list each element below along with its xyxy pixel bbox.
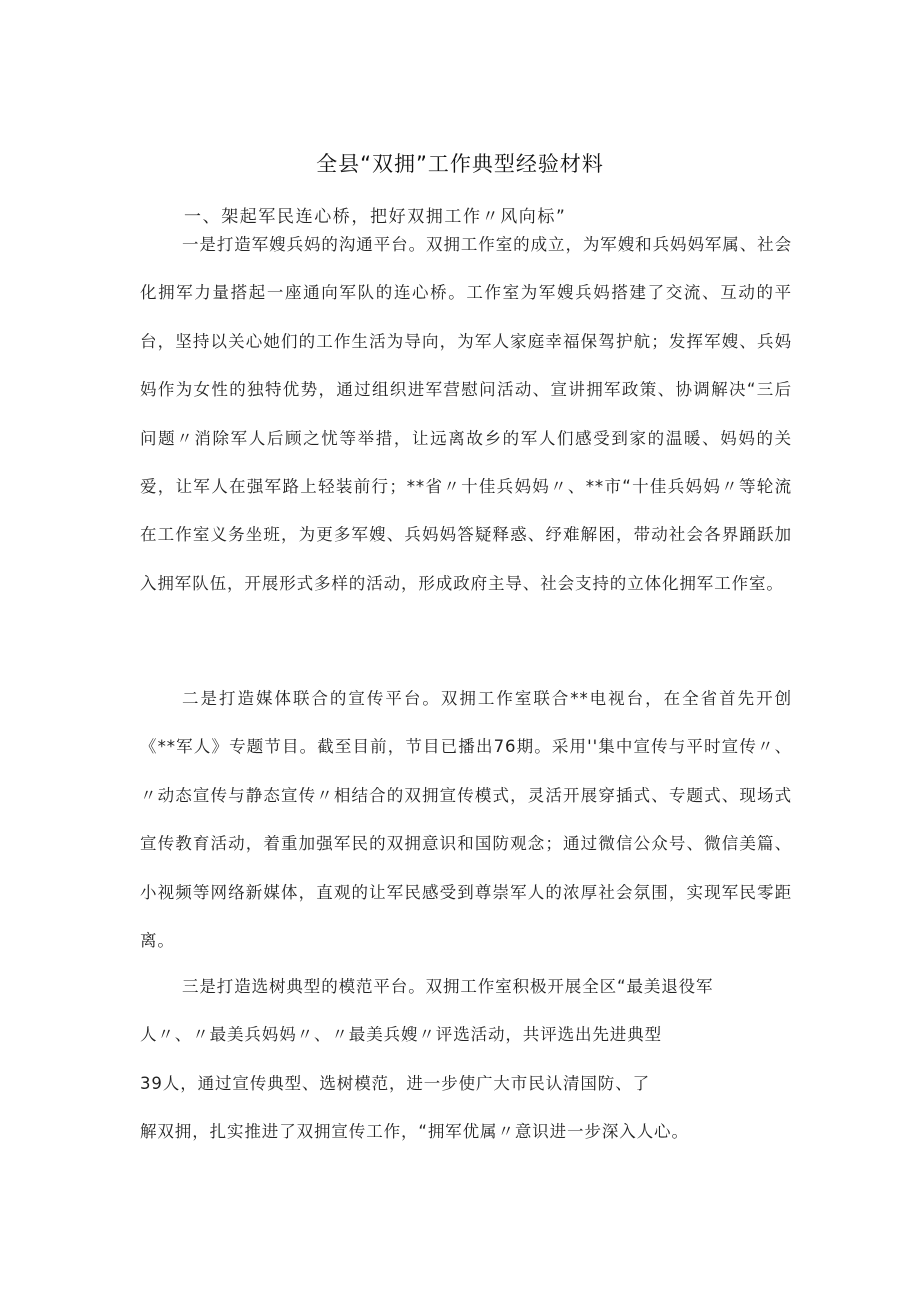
paragraph-3-line-2: 人〃、〃最美兵妈妈〃、〃最美兵嫂〃评选活动，共评选出先进典型 [140,1025,662,1045]
document-title: 全县“双拥”工作典型经验材料 [316,152,604,176]
paragraph-3-line-4: 解双拥，扎实推进了双拥宣传工作，“拥军优属〃意识进一步深入人心。 [140,1122,689,1142]
paragraph-1: 一是打造军嫂兵妈的沟通平台。双拥工作室的成立，为军嫂和兵妈妈军属、社会化拥军力量搭起一座通向军队的连心桥。工作室为军嫂兵妈搭建了交流、互动的平台，坚持以关心她们的工作生活为导向，为军人家庭幸福保驾护航；发挥军嫂、兵妈妈作为女性的独特优势，通过组织进军营慰问活动、宣讲拥军政策、协调解决“三后问题〃消除军人后顾之忧等举措，让远离故乡的军人们感受到家的温暖、妈妈的关爱，让军人在强军路上轻装前行；**省〃十佳兵妈妈〃、**市“十佳兵妈妈〃等轮流在工作室义务坐班，为更多军嫂、兵妈妈答疑释惑、纾难解困，带动社会各界踊跃加入拥军队伍，开展形式多样的活动，形成政府主导、社会支持的立体化拥军工作室。 [140,235,792,593]
paragraph-2: 二是打造媒体联合的宣传平台。双拥工作室联合**电视台，在全省首先开创《**军人》专题节目。截至目前，节目已播出76期。采用''集中宣传与平时宣传〃、〃动态宣传与静态宣传〃相结合的双拥宣传模式，灵活开展穿插式、专题式、现场式宣传教育活动，着重加强军民的双拥意识和国防观念；通过微信公众号、微信美篇、小视频等网络新媒体，直观的让军民感受到尊崇军人的浓厚社会氛围，实现军民零距离。 [140,689,792,951]
paragraph-3-line-1: 三是打造选树典型的模范平台。双拥工作室积极开展全区“最美退役军 [182,977,714,996]
paragraph-3 [140,963,792,1157]
paragraph-3-line-3: 39人，通过宣传典型、选树模范，进一步使广大市民认清国防、了 [140,1073,650,1093]
section-heading: 一、架起军民连心桥，把好双拥工作〃风向标” [184,207,567,227]
